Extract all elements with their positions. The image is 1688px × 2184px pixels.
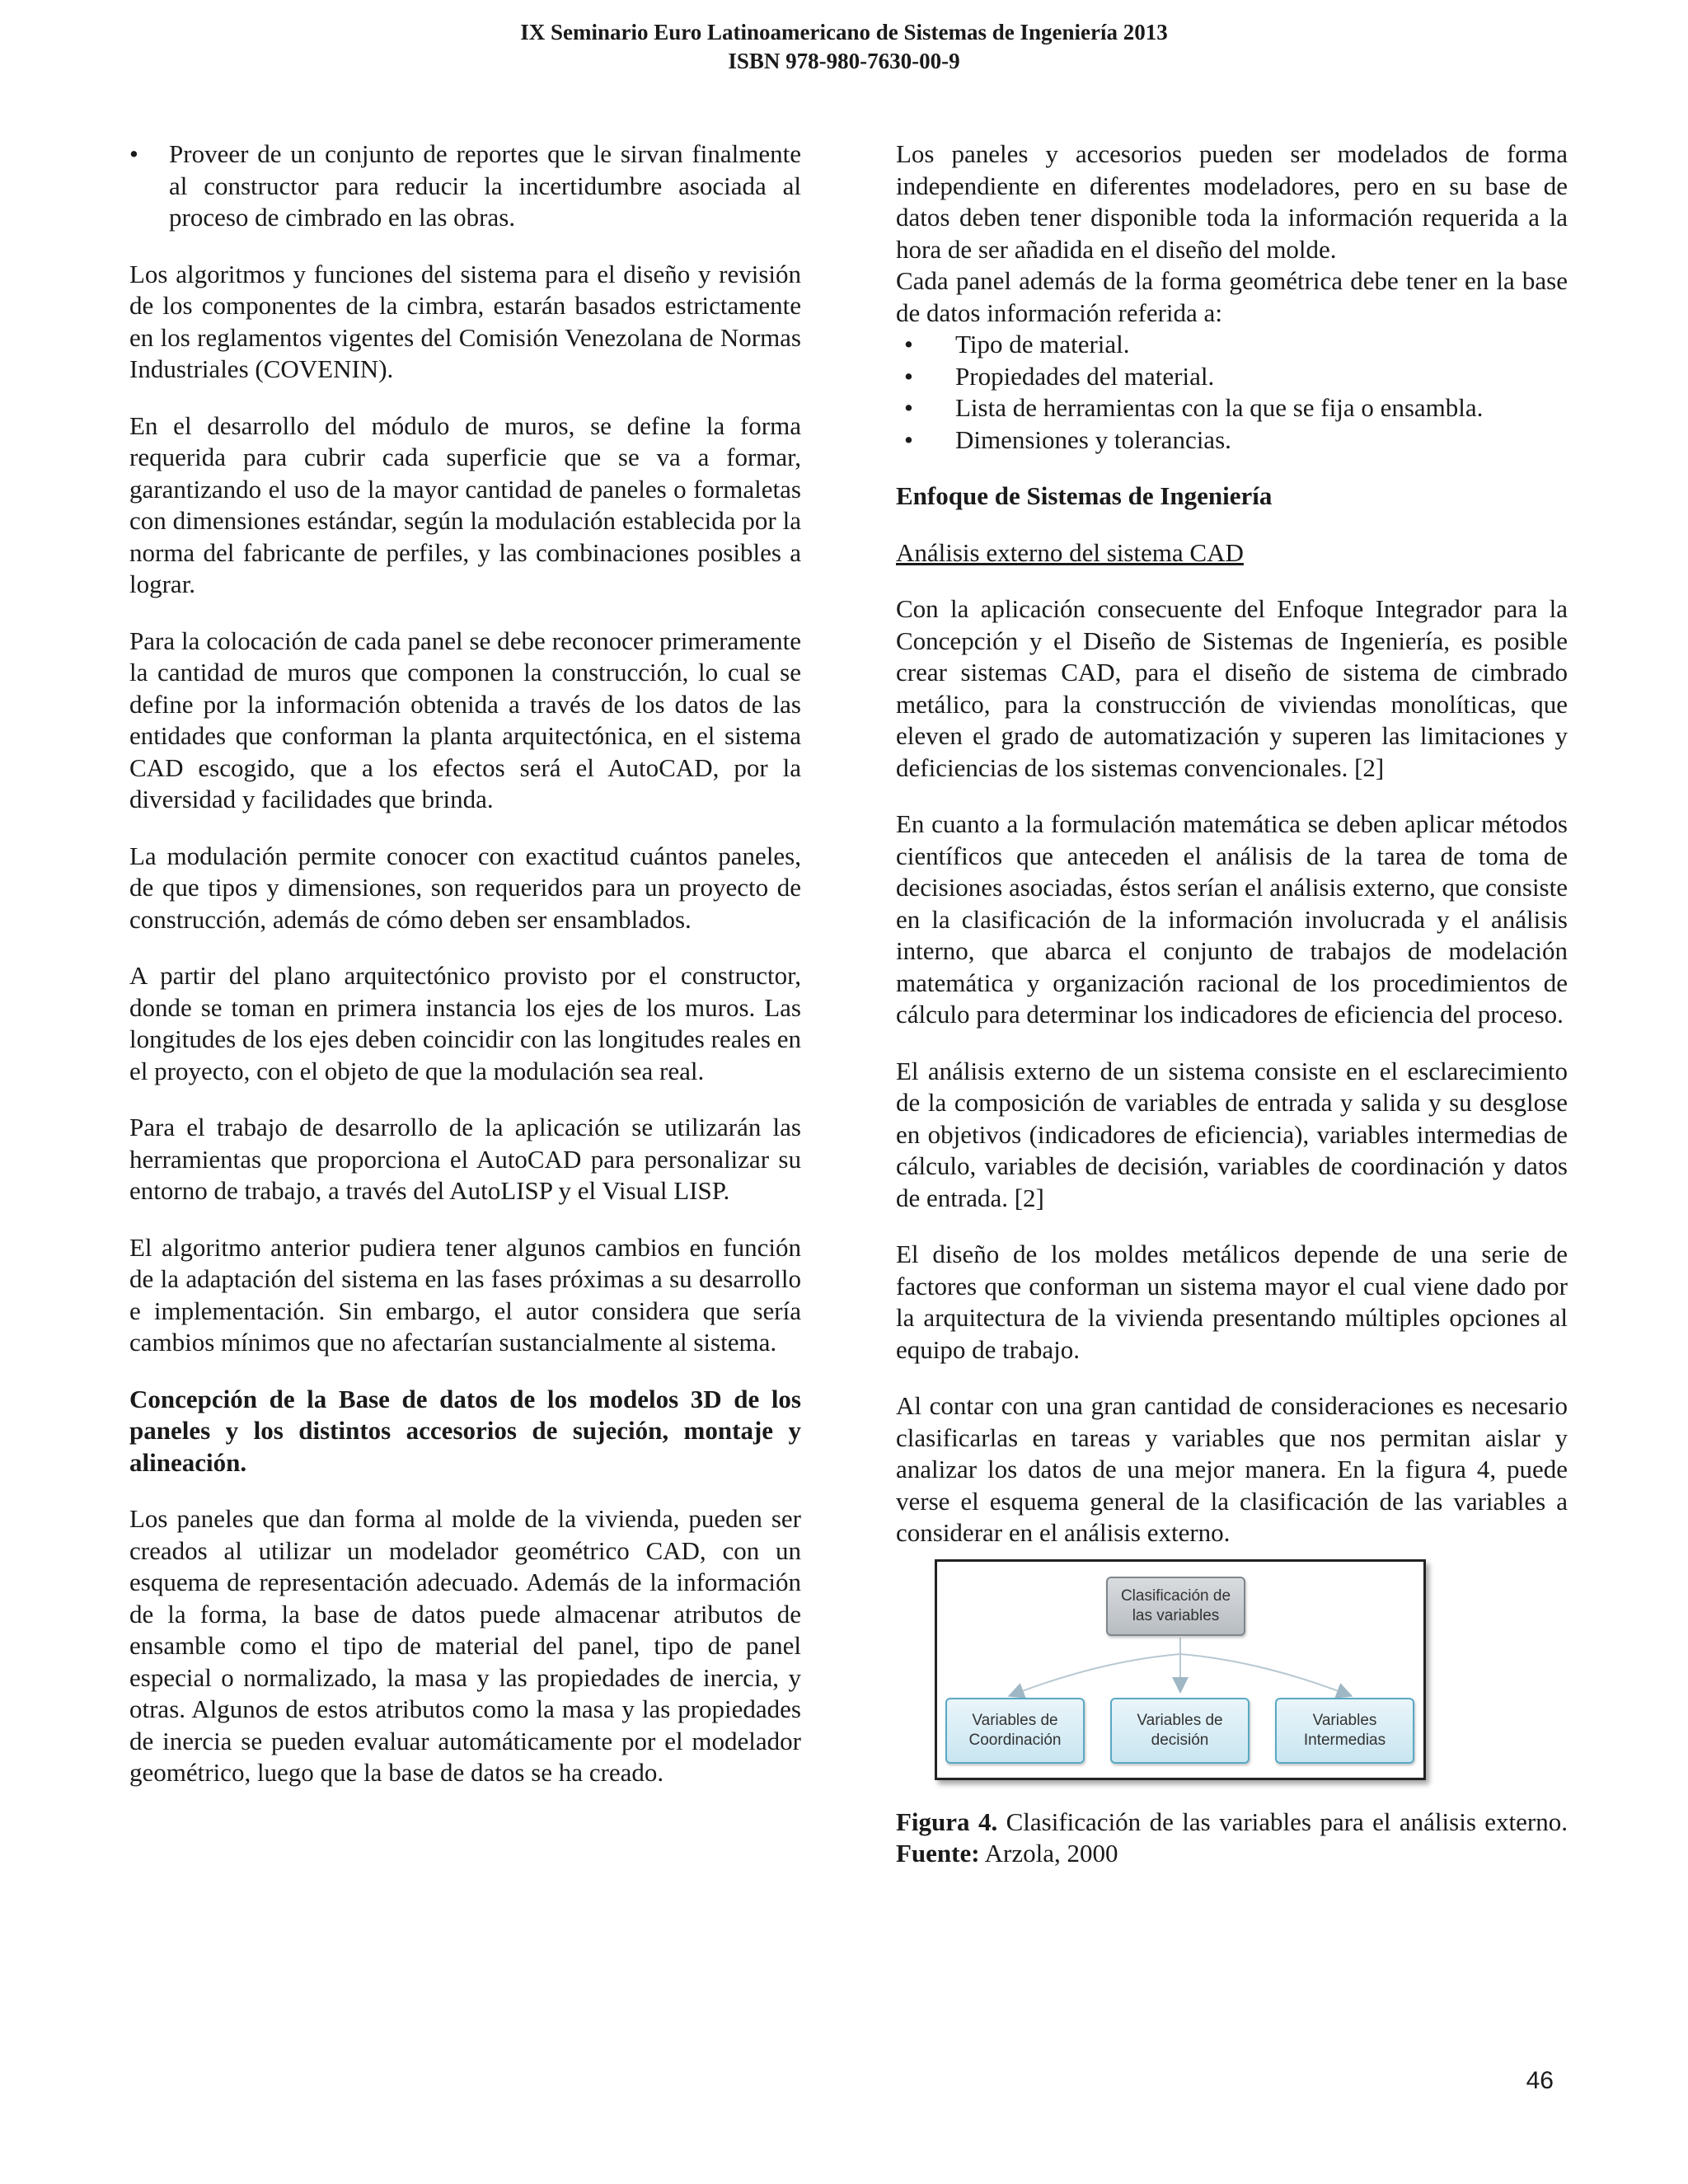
connector-line (1015, 1654, 1180, 1694)
caption-text: Clasificación de las variables para el análisis externo. (997, 1807, 1568, 1836)
caption-source: Arzola, 2000 (979, 1839, 1118, 1868)
list-item: • Dimensiones y tolerancias. (896, 424, 1568, 457)
paragraph: A partir del plano arquitectónico provisto por el constructor, donde se toman en primera instancia los ejes de los muros. Las longitudes de los ejes deben coincidir con las longitudes reales en el proyecto, con el objeto de que la modulación sea real. (129, 961, 801, 1085)
diagram-node-root (1106, 1577, 1245, 1636)
paragraph: En cuanto a la formulación matemática se deben aplicar métodos científicos que anteceden el análisis de la tarea de toma de decisiones asociadas, éstos serían el análisis externo, que consiste en la clasificación de la información involucrada y el análisis interno, que abarca el conjunto de trabajos de modelación matemática y organización racional de los procedimientos de cálculo para determinar los indicadores de eficiencia del proceso. (896, 809, 1568, 1029)
list-item: • Propiedades del material. (896, 361, 1568, 393)
paragraph: Cada panel además de la forma geométrica debe tener en la base de datos información referida a: (896, 266, 1568, 327)
node-label: Coordinación (968, 1731, 1062, 1749)
node-label: Intermedias (1303, 1731, 1386, 1749)
paragraph: En el desarrollo del módulo de muros, se define la forma requerida para cubrir cada superficie que se va a formar, garantizando el uso de la mayor cantidad de paneles o formaletas con dimensiones estándar, según la modulación establecida por la norma del fabricante de perfiles, y las combinaciones posibles a lograr. (129, 410, 801, 598)
diagram-node-decision (1110, 1698, 1250, 1764)
node-label: Clasificación de (1120, 1586, 1231, 1605)
section-heading: Concepción de la Base de datos de los modelos 3D de los paneles y los distintos accesorios de sujeción, montaje y alineación. (129, 1384, 801, 1477)
paragraph: Con la aplicación consecuente del Enfoque Integrador para la Concepción y el Diseño de Sistemas de Ingeniería, es posible crear sistemas CAD, para el diseño de sistema de cimbrado metálico, para la construcción de viviendas monolíticas, que eleven el grado de automatización y superen las limitaciones y deficiencias de los sistemas convencionales. [2] (896, 594, 1568, 782)
caption-source-label: Fuente: (896, 1839, 980, 1868)
paragraph: Los paneles que dan forma al molde de la vivienda, pueden ser creados al utilizar un modelador geométrico CAD, con un esquema de representación adecuado. Además de la información de la forma, la base de datos puede almacenar atributos de ensamble como el tipo de material del panel, tipo de panel especial o normalizado, la masa y las propiedades de inercia, y otras. Algunos de estos atributos como la masa y las propiedades de inercia se pueden evaluar automáticamente por el modelador geométrico, luego que la base de datos se ha creado. (129, 1504, 801, 1787)
list-item: • Tipo de material. (896, 329, 1568, 361)
right-column (896, 138, 1568, 1895)
node-label: decisión (1151, 1731, 1209, 1749)
node-label: Variables de (972, 1711, 1058, 1729)
figure-caption (896, 1807, 1568, 1870)
paragraph: Al contar con una gran cantidad de consideraciones es necesario clasificarlas en tareas y variables que nos permitan aislar y analizar los datos de una mejor manera. En la figura 4, puede verse el esquema general de la clasificación de las variables a considerar en el análisis externo. (896, 1391, 1568, 1547)
paragraph: Para la colocación de cada panel se debe reconocer primeramente la cantidad de muros que componen la construcción, lo cual se define por la información obtenida a través de los datos de las entidades que conforman la planta arquitectónica, en el sistema CAD escogido, que a los efectos será el AutoCAD, por la diversidad y facilidades que brinda. (129, 626, 801, 813)
left-column (129, 138, 801, 1814)
list-item: • Proveer de un conjunto de reportes que le sirvan finalmente al constructor para reducir la incertidumbre asociada al proceso de cimbrado en las obras. (129, 138, 801, 234)
header-isbn: ISBN 978-980-7630-00-9 (728, 49, 960, 73)
subsection-heading: Análisis externo del sistema CAD (896, 537, 1244, 567)
left-bullet-list (129, 138, 801, 234)
node-label: Variables de (1137, 1711, 1223, 1729)
list-item: • Lista de herramientas con la que se fija o ensambla. (896, 392, 1568, 424)
caption-label: Figura 4. (896, 1807, 998, 1836)
node-label: las variables (1132, 1606, 1220, 1624)
section-heading: Enfoque de Sistemas de Ingeniería (896, 481, 1273, 510)
node-label: Variables (1312, 1711, 1377, 1729)
diagram-node-intermedias (1275, 1698, 1414, 1764)
diagram-node-coordinacion (945, 1698, 1085, 1764)
figure-4-diagram (935, 1559, 1426, 1780)
paragraph: El diseño de los moldes metálicos depende de una serie de factores que conforman un sistema mayor el cual viene dado por la arquitectura de la vivienda presentando múltiples opciones al equipo de trabajo. (896, 1240, 1568, 1364)
paragraph: Para el trabajo de desarrollo de la aplicación se utilizarán las herramientas que proporciona el AutoCAD para personalizar su entorno de trabajo, a través del AutoLISP y el Visual LISP. (129, 1113, 801, 1205)
right-bullet-list (896, 329, 1568, 456)
paragraph: El algoritmo anterior pudiera tener algunos cambios en función de la adaptación del sistema en las fases próximas a su desarrollo e implementación. Sin embargo, el autor considera que sería cambios mínimos que no afectarían sustancialmente al sistema. (129, 1232, 801, 1357)
paragraph: Los paneles y accesorios pueden ser modelados de forma independiente en diferentes modeladores, pero en su base de datos deben tener disponible toda la información requerida a la hora de ser añadida en el diseño del molde. (896, 139, 1568, 264)
paragraph: El análisis externo de un sistema consiste en el esclarecimiento de la composición de variables de entrada y salida y su desglose en objetivos (indicadores de eficiencia), variables intermedias de cálculo, variables de decisión, variables de coordinación y datos de entrada. [2] (896, 1056, 1568, 1212)
header-title: IX Seminario Euro Latinoamericano de Sistemas de Ingeniería 2013 (520, 20, 1168, 45)
connector-line (1180, 1654, 1345, 1694)
page-number: 46 (1526, 2067, 1554, 2094)
page-header (0, 18, 1688, 76)
paragraph: Los algoritmos y funciones del sistema para el diseño y revisión de los componentes de la cimbra, estarán basados estrictamente en los reglamentos vigentes del Comisión Venezolana de Normas Industriales (COVENIN). (129, 259, 801, 383)
paragraph: La modulación permite conocer con exactitud cuántos paneles, de que tipos y dimensiones, son requeridos para un proyecto de construcción, además de cómo deben ser ensamblados. (129, 841, 801, 934)
